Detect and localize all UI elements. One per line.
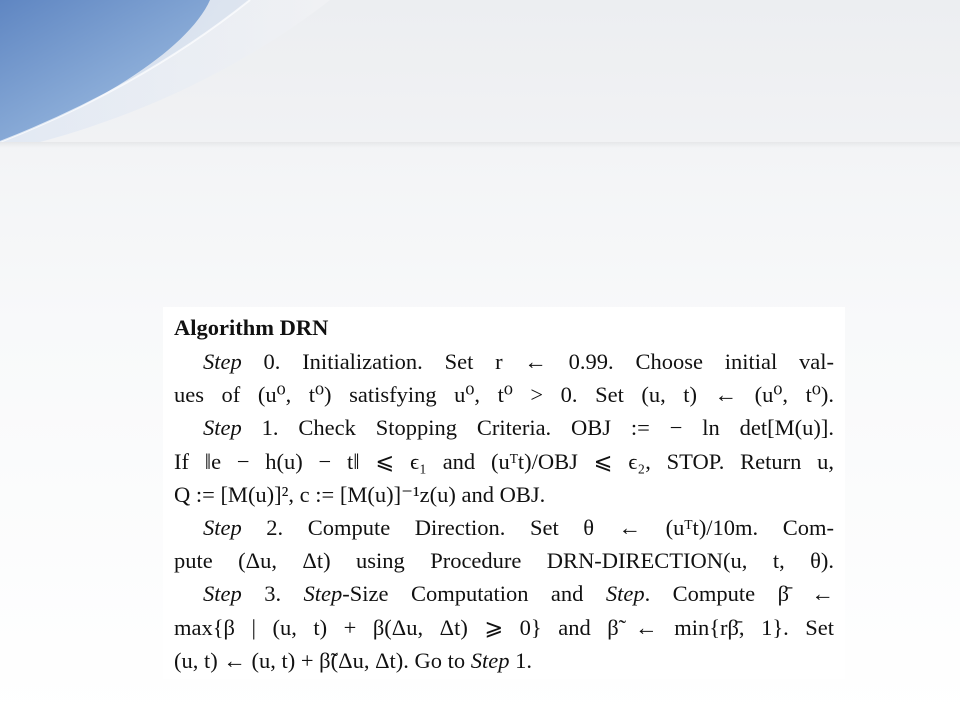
step-1-line-1: Step 1. Check Stopping Criteria. OBJ := − ln det[M(u)]. [203,415,834,441]
step-0-line-1: Step 0. Initialization. Set r ← 0.99. Choose initial val- [203,349,834,374]
step-2-line-2: pute (Δu, Δt) using Procedure DRN-DIRECTION(u, t, θ). [174,548,834,574]
step-0-line-2: ues of (u⁰, t⁰) satisfying u⁰, t⁰ > 0. Set (u, t) ← (u⁰, t⁰). [174,382,834,408]
step-1-line-2: If ‖e − h(u) − t‖ ⩽ ϵ₁ and (uᵀt)/OBJ ⩽ ϵ₂, STOP. Return u, [174,448,834,474]
step-3-line-1: Step 3. Step-Size Computation and Step. Compute β̄ ← [203,581,835,607]
step-1-line-3: Q := [M(u)]², c := [M(u)]⁻¹z(u) and OBJ. [174,481,546,507]
header-shadow [0,142,960,148]
step-3-line-2: max{β | (u, t) + β(Δu, Δt) ⩾ 0} and β̃ ← min{rβ̄, 1}. Set [174,614,834,640]
algorithm-title: Algorithm DRN [174,315,329,340]
step-3-line-3: (u, t) ← (u, t) + β̃(Δu, Δt). Go to Step 1. [174,647,533,673]
step-2-line-1: Step 2. Compute Direction. Set θ ← (uᵀt)/10m. Com- [203,514,834,540]
algorithm-box [163,307,845,679]
slide-header-band [0,0,960,142]
decorative-swoosh [0,0,960,142]
